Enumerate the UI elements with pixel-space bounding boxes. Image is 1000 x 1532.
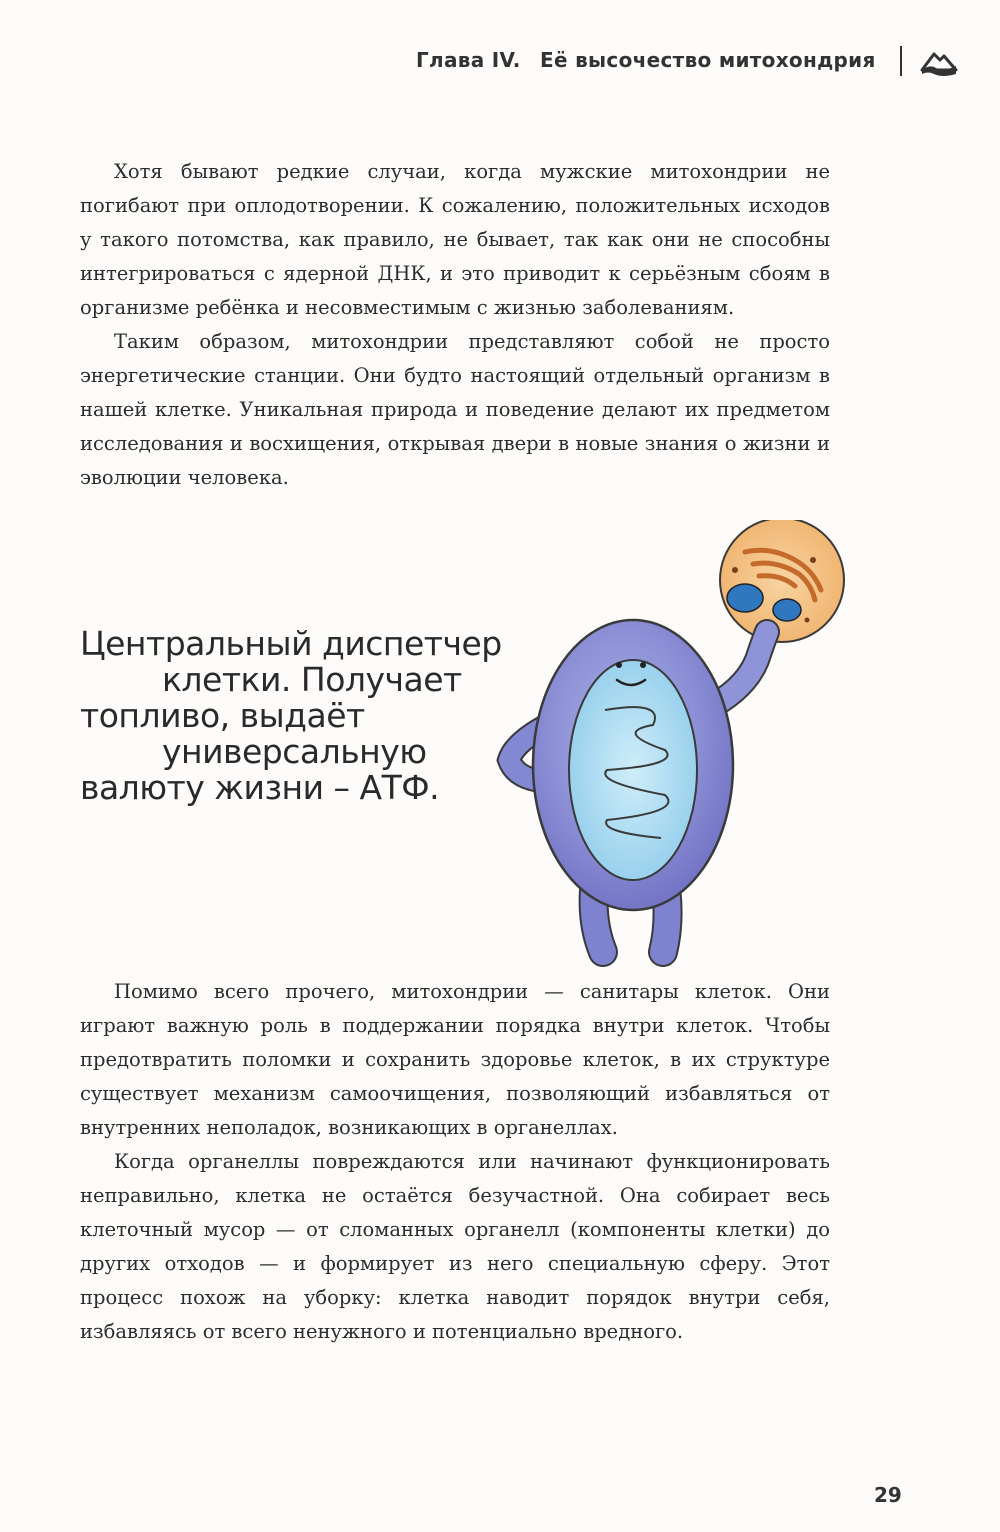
inner-membrane [569, 660, 697, 880]
header-divider [900, 46, 902, 76]
chapter-title: Её высочество митохондрия [540, 48, 876, 72]
running-header [0, 40, 1000, 84]
pull-quote-line: универсальную [162, 732, 427, 771]
pull-quote-line: валюту жизни – АТФ. [80, 768, 440, 807]
pull-quote-line: топливо, выдаёт [80, 696, 365, 735]
chapter-number: Глава IV. [416, 48, 521, 72]
pull-quote [80, 626, 560, 806]
paragraph-3: Помимо всего прочего, митохондрии — санитары клеток. Они играют важную роль в поддержании порядка внутри клеток. Чтобы предотвратить поломки и сохранить здоровье клеток, в их структуре существует механизм самоочищения, позволяющий избавляться от внутренних неполадок, возникающих в органеллах. [80, 980, 830, 1139]
paragraph-1: Хотя бывают редкие случаи, когда мужские митохондрии не погибают при оплодотворении. К сожалению, положительных исходов у такого потомства, как правило, не бывает, так как они не способны интегрироваться с ядерной ДНК, и это приводит к серьёзным сбоям в организме ребёнка и несовместимым с жизнью заболеваниям. [80, 160, 830, 319]
mitochondrion-character-illustration [495, 520, 875, 970]
pull-quote-line: клетки. Получает [162, 660, 462, 699]
page-number: 29 [874, 1483, 902, 1507]
pull-quote-line: Центральный диспетчер [80, 624, 502, 663]
paragraph-4: Когда органеллы повреждаются или начинают функционировать неправильно, клетка не остаётся безучастной. Она собирает весь клеточный мусор — от сломанных органелл (компоненты клетки) до других отходов — и формирует из него специальную сферу. Этот процесс похож на уборку: клетка наводит порядок внутри себя, избавляясь от всего ненужного и потенциально вредного. [80, 1150, 830, 1343]
paragraph-2: Таким образом, митохондрии представляют собой не просто энергетические станции. Они будто настоящий отдельный организм в нашей клетке. Уникальная природа и поведение делают их предметом исследования и восхищения, открывая двери в новые знания о жизни и эволюции человека. [80, 330, 830, 489]
mountain-logo-icon [918, 46, 960, 80]
cell-sphere [720, 520, 844, 642]
